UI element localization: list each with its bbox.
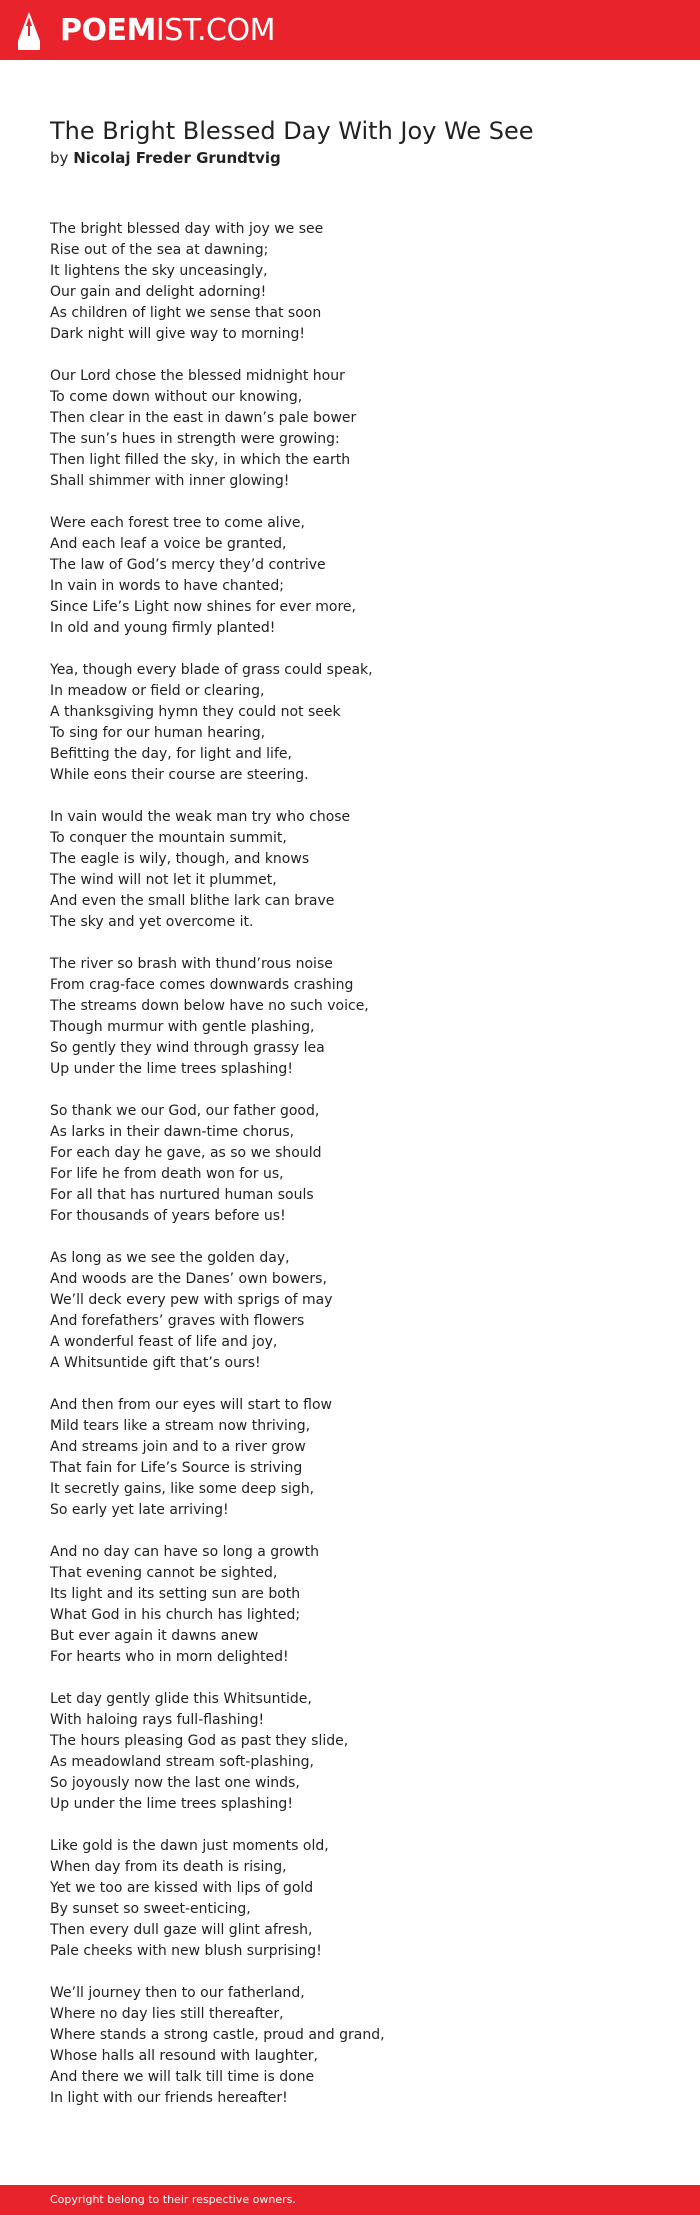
poem-line: The law of God’s mercy they’d contrive	[50, 557, 326, 573]
poem-line: When day from its death is rising,	[50, 1859, 287, 1875]
copyright-notice: Copyright belong to their respective owners.	[50, 2193, 296, 2206]
poem-line: And woods are the Danes’ own bowers,	[50, 1271, 327, 1287]
brand-name	[60, 12, 275, 50]
poem-line: Like gold is the dawn just moments old,	[50, 1838, 329, 1854]
poem-line: To sing for our human hearing,	[50, 725, 266, 741]
poem-stanza	[50, 366, 385, 492]
poem-line: For hearts who in morn delighted!	[50, 1649, 289, 1665]
poem-line: We’ll deck every pew with sprigs of may	[50, 1292, 333, 1308]
author-name: Nicolaj Freder Grundtvig	[73, 149, 281, 167]
poem-line: With haloing rays full-flashing!	[50, 1712, 265, 1728]
poem-line: The streams down below have no such voice,	[50, 998, 369, 1014]
poem-line: We’ll journey then to our fatherland,	[50, 1985, 305, 2001]
poem-stanza	[50, 1836, 385, 1962]
poem-line: The bright blessed day with joy we see	[50, 221, 324, 237]
poem-line: As larks in their dawn-time chorus,	[50, 1124, 295, 1140]
site-footer	[0, 2185, 700, 2215]
poem-line: To come down without our knowing,	[50, 389, 303, 405]
byline	[50, 148, 281, 168]
poem-line: So thank we our God, our father good,	[50, 1103, 320, 1119]
poem-line: For all that has nurtured human souls	[50, 1187, 314, 1203]
poem-line: And there we will talk till time is done	[50, 2069, 315, 2085]
poem-line: Though murmur with gentle plashing,	[50, 1019, 315, 1035]
poem-line: It lightens the sky unceasingly,	[50, 263, 268, 279]
poem-line: Yet we too are kissed with lips of gold	[50, 1880, 314, 1896]
poem-line: The sun’s hues in strength were growing:	[50, 431, 340, 447]
poem-line: That fain for Life’s Source is striving	[50, 1460, 303, 1476]
poem-line: To conquer the mountain summit,	[50, 830, 287, 846]
poem-line: A thanksgiving hymn they could not seek	[50, 704, 341, 720]
poem-stanza	[50, 1248, 385, 1374]
poem-line: For life he from death won for us,	[50, 1166, 284, 1182]
poem-line: Then every dull gaze will glint afresh,	[50, 1922, 313, 1938]
poem-line: And then from our eyes will start to flow	[50, 1397, 332, 1413]
poem-title: The Bright Blessed Day With Joy We See	[50, 117, 534, 145]
poem-line: Rise out of the sea at dawning;	[50, 242, 269, 258]
poem-line: Where stands a strong castle, proud and grand,	[50, 2027, 385, 2043]
poem-line: Where no day lies still thereafter,	[50, 2006, 284, 2022]
poem-line: But ever again it dawns anew	[50, 1628, 259, 1644]
poem-line: That evening cannot be sighted,	[50, 1565, 278, 1581]
poem-line: By sunset so sweet-enticing,	[50, 1901, 251, 1917]
poem-line: And forefathers’ graves with flowers	[50, 1313, 305, 1329]
poem-line: Since Life’s Light now shines for ever more,	[50, 599, 356, 615]
poem-stanza	[50, 660, 385, 786]
poem-line: Mild tears like a stream now thriving,	[50, 1418, 311, 1434]
poem-stanza	[50, 807, 385, 933]
site-header	[0, 0, 700, 60]
poem-line: Our gain and delight adorning!	[50, 284, 267, 300]
poem-line: In old and young firmly planted!	[50, 620, 276, 636]
poem-line: As children of light we sense that soon	[50, 305, 322, 321]
poem-line: Its light and its setting sun are both	[50, 1586, 301, 1602]
poem-line: A wonderful feast of life and joy,	[50, 1334, 278, 1350]
poem-line: So joyously now the last one winds,	[50, 1775, 300, 1791]
poem-line: As long as we see the golden day,	[50, 1250, 290, 1266]
poem-line: The sky and yet overcome it.	[50, 914, 254, 930]
poem-line: Were each forest tree to come alive,	[50, 515, 305, 531]
poem-line: The river so brash with thund’rous noise	[50, 956, 333, 972]
poem-line: And no day can have so long a growth	[50, 1544, 319, 1560]
poem-line: And even the small blithe lark can brave	[50, 893, 335, 909]
poem-line: The hours pleasing God as past they slide,	[50, 1733, 349, 1749]
poem-line: In vain would the weak man try who chose	[50, 809, 351, 825]
poem-stanza	[50, 1689, 385, 1815]
poem-body	[50, 219, 385, 2130]
poem-line: While eons their course are steering.	[50, 767, 309, 783]
poem-line: It secretly gains, like some deep sigh,	[50, 1481, 315, 1497]
poem-stanza	[50, 513, 385, 639]
poem-line: And each leaf a voice be granted,	[50, 536, 287, 552]
poem-line: Yea, though every blade of grass could speak,	[50, 662, 373, 678]
poem-line: Up under the lime trees splashing!	[50, 1796, 293, 1812]
brand-bold: POEM	[60, 13, 156, 48]
poem-line: In light with our friends hereafter!	[50, 2090, 288, 2106]
poem-stanza	[50, 1983, 385, 2109]
poem-line: For each day he gave, as so we should	[50, 1145, 322, 1161]
poem-line: In vain in words to have chanted;	[50, 578, 284, 594]
poem-stanza	[50, 954, 385, 1080]
poem-stanza	[50, 1101, 385, 1227]
poem-line: In meadow or field or clearing,	[50, 683, 265, 699]
poem-stanza	[50, 1542, 385, 1668]
poem-stanza	[50, 219, 385, 345]
poem-line: The eagle is wily, though, and knows	[50, 851, 310, 867]
poem-line: Then light filled the sky, in which the earth	[50, 452, 351, 468]
poem-line: A Whitsuntide gift that’s ours!	[50, 1355, 261, 1371]
poem-line: Shall shimmer with inner glowing!	[50, 473, 290, 489]
poem-line: Pale cheeks with new blush surprising!	[50, 1943, 322, 1959]
poem-line: Let day gently glide this Whitsuntide,	[50, 1691, 312, 1707]
poem-line: So gently they wind through grassy lea	[50, 1040, 325, 1056]
by-label: by	[50, 149, 69, 167]
poem-line: Whose halls all resound with laughter,	[50, 2048, 318, 2064]
poem-line: And streams join and to a river grow	[50, 1439, 306, 1455]
poem-stanza	[50, 1395, 385, 1521]
poem-line: Befitting the day, for light and life,	[50, 746, 292, 762]
brand-light: IST.COM	[155, 13, 275, 48]
site-logo[interactable]	[16, 11, 275, 51]
poem-line: Dark night will give way to morning!	[50, 326, 305, 342]
poem-line: As meadowland stream soft-plashing,	[50, 1754, 314, 1770]
poem-line: So early yet late arriving!	[50, 1502, 229, 1518]
poem-line: Our Lord chose the blessed midnight hour	[50, 368, 345, 384]
poem-line: Up under the lime trees splashing!	[50, 1061, 293, 1077]
poem-line: For thousands of years before us!	[50, 1208, 286, 1224]
poem-line: From crag-face comes downwards crashing	[50, 977, 354, 993]
poem-line: Then clear in the east in dawn’s pale bower	[50, 410, 357, 426]
poem-line: The wind will not let it plummet,	[50, 872, 277, 888]
pen-nib-icon	[16, 11, 42, 51]
poem-line: What God in his church has lighted;	[50, 1607, 301, 1623]
